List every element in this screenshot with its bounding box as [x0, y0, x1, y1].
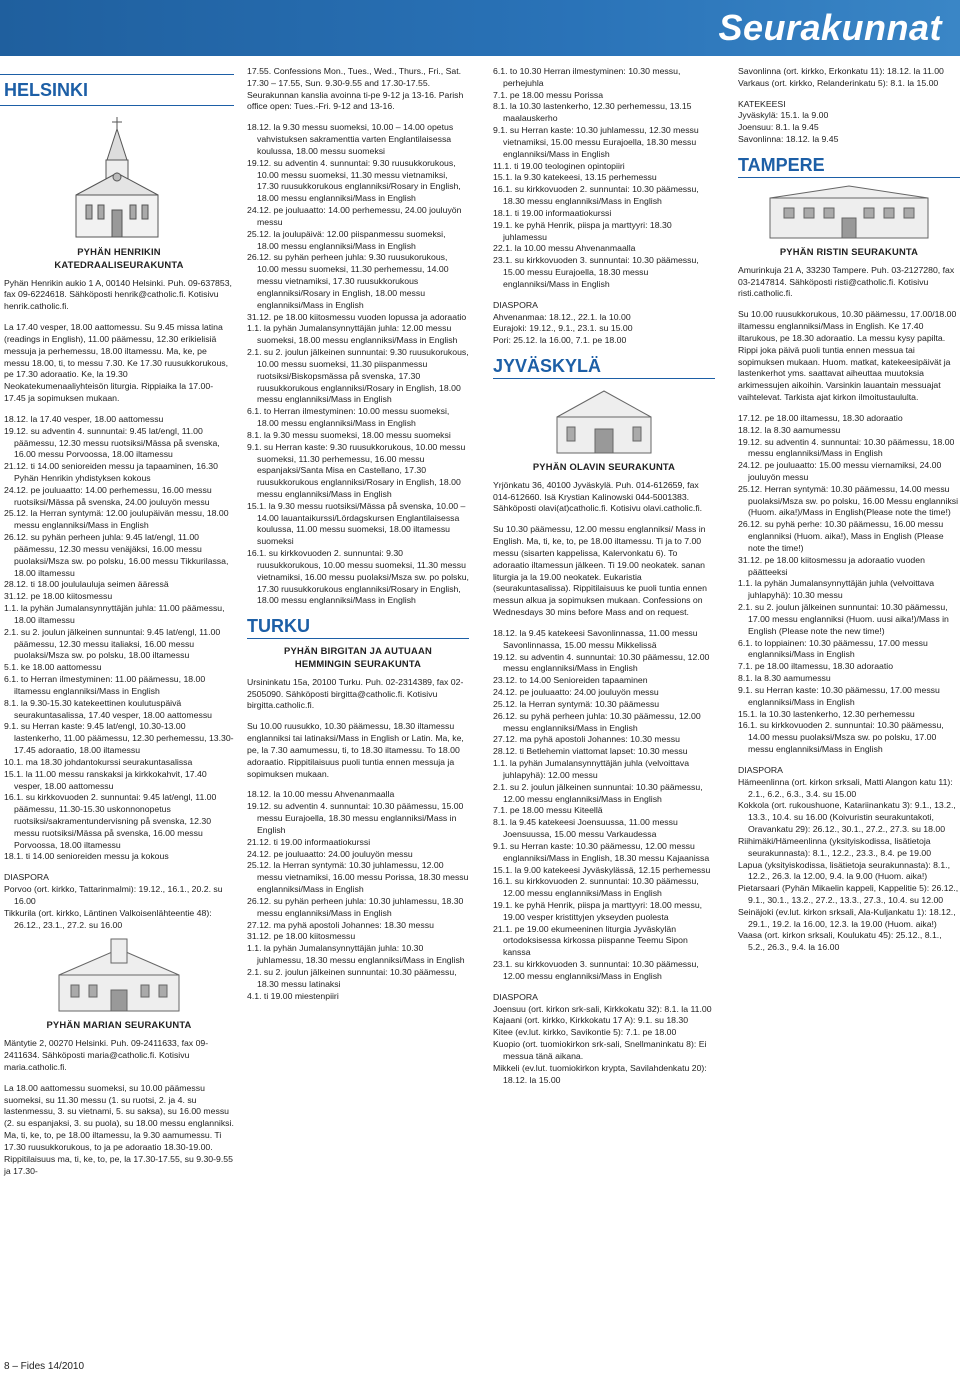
diaspora-item: Savonlinna (ort. kirkko, Erkonkatu 11): 18.12. la 11.00 — [738, 66, 944, 76]
schedule-item: 26.12. su pyhän perheen juhla: 10.30 juhlamessu, 18.30 messu englanniksi/Mass in English — [247, 895, 464, 918]
cathedral-illustration — [0, 110, 234, 240]
schedule-item: 23.1. su kirkkovuoden 3. sunnuntai: 10.30 päämessu, 12.00 messu englanniksi/Mass in English — [493, 959, 699, 981]
schedule-item: 18.12. la 17.40 vesper, 18.00 aattomessu — [4, 413, 164, 424]
schedule-item: 31.12. pe 18.00 kiitosmessu vuoden lopussa ja adoraatio — [247, 311, 467, 322]
regular-services-turku: Su 10.00 ruusukko, 10.30 päämessu, 18.30 iltamessu englanniksi tai latinaksi/Mass in English or Latin. Ma, ke, pe, la 7.30 aamumessu, ti, to 18.30 iltamessu. To 18.00 adoraatio. Rippitilaisuus puoli tuntia ennen messuja ja sopimuksen mukaan. — [247, 721, 464, 779]
schedule-item: 18.1. ti 19.00 informaatiokurssi — [493, 207, 612, 218]
parish-name-turku: PYHÄN BIRGITAN JA AUTUAAN HEMMINGIN SEURAKUNTA — [284, 645, 432, 670]
schedule-item: 9.1. su Herran kaste: 10.30 päämessu, 12.00 messu englanniksi/Mass in English, 18.30 messu Kajaanissa — [493, 840, 710, 863]
schedule-item: 4.1. ti 19.00 miestenpiiri — [247, 990, 339, 1001]
schedule-item: 24.12. pe jouluaatto: 24.00 jouluyön messu — [247, 848, 413, 859]
schedule-item: 7.1. pe 18.00 messu Kiteellä — [493, 805, 603, 816]
diaspora-heading: DIASPORA — [493, 299, 538, 310]
katekeesi-heading: KATEKEESI — [738, 98, 786, 109]
parish-name-risti: PYHÄN RISTIN SEURAKUNTA — [779, 245, 919, 257]
parish-name: PYHÄN HENRIKIN KATEDRAALISEURAKUNTA — [54, 246, 184, 270]
page-footer: 8 – Fides 14/2010 — [4, 1361, 85, 1372]
schedule-item: 31.12. pe 18.00 kiitosmessu — [247, 931, 356, 942]
schedule-item: 19.12. su adventin 4. sunnuntai: 10.30 päämessu, 15.00 messu Eurajoella, 18.30 messu englanniksi/Mass in English — [247, 801, 464, 835]
schedule-item: 19.12. su adventin 4. sunnuntai: 10.30 päämessu, 18.00 messu englanniksi/Mass in English — [738, 436, 955, 459]
regular-services-olav: Su 10.30 päämessu, 12.00 messu englanniksi/ Mass in English. Ma, ti, ke, to, pe 18.00 iltamessu. Ti ja to 7.00 messu (sisarten kappelissa, Kalervonkatu 6). To adoraatio iltamessun jälkeen. Ti 19.00 neokatek. sanan liturgia ja la 19.00 neokatek. Eukaristia (seurakuntasalissa). Rippitilaisuus ke puoli tuntia ennen messun alkua ja sopimuksen mukaan. Confessions on Wednesdays 30 mins before Mass and on request. — [493, 524, 707, 618]
schedule-item: 8.1. la 9.45 katekeesi Joensuussa, 11.00 messu Joensuussa, 15.00 messu Varkaudessa — [493, 817, 678, 840]
city-heading-turku: TURKU — [247, 617, 469, 639]
schedule-list — [493, 66, 715, 347]
diaspora-item: Pietarsaari (Pyhän Mikaelin kappeli, Kappelitie 5): 26.12., 9.1., 30.1., 13.2., 27.2., 13.3., 27.3., 10.4. su 12.00 — [738, 883, 959, 905]
church-building-icon — [764, 182, 934, 240]
katekeesi-item: Jyväskylä: 15.1. la 9.00 — [738, 110, 829, 121]
schedule-item: 28.12. ti 18.00 joululauluja seimen ääressä — [4, 579, 169, 590]
diaspora-item: Lapua (yksityiskodissa, lisätietoja seurakunnasta): 8.1., 12.2., 26.3. la 12.00, 9.4. la 9.00 (Huom. aika!) — [738, 859, 950, 882]
schedule-item: 8.1. la 9.30-15.30 katekeettinen koulutuspäivä seurakuntasalissa, 17.40 vesper, 18.00 aattomessu — [4, 697, 213, 720]
schedule-item: 19.1. ke pyhä Henrik, piispa ja marttyyri: 18.30 juhlamessu — [493, 219, 672, 242]
schedule-item: 26.12. su pyhä perhe: 10.30 päämessu, 16.00 messu englanniksi (Huom. aika!), Mass in English (Please note the time!) — [738, 519, 944, 553]
church-illustration-maria — [4, 931, 234, 1013]
schedule-item: 19.12. su adventin 4. sunnuntai: 9.30 ruusukkorukous, 10.00 messu suomeksi, 11.30 messu vietnamiksi, 17.30 ruusukkorukous englanniksi/Rosary in English, 18.00 messu englanniksi/Mass in English — [247, 157, 461, 204]
schedule-item: 9.1. su Herran kaste: 10.30 juhlamessu, 12.30 messu vietnamiksi, 15.00 messu Eurajoella, 18.30 messu englanniksi/Mass in English — [493, 125, 699, 159]
schedule-item: 7.1. pe 18.00 iltamessu, 18.30 adoraatio — [738, 661, 894, 672]
schedule-item: 18.12. la 9.45 katekeesi Savonlinnassa, 11.00 messu Savonlinnassa, 15.00 messu Mikkelissä — [493, 627, 698, 650]
church-illustration-olav — [493, 379, 715, 455]
parish-contact-olav: Yrjönkatu 36, 40100 Jyväskylä. Puh. 014-612659, fax 014-612660. Isä Krystian Kalinowski 044-5001383. Sähköposti olavi(at)catholic.fi. Kotisivu olavi.catholic.fi. — [493, 479, 703, 514]
parish-contact: Pyhän Henrikin aukio 1 A, 00140 Helsinki. Puh. 09-637853, fax 09-6224618. Sähköposti henrik@catholic.fi. Kotisivu henrik.catholic.fi. — [4, 277, 232, 312]
schedule-item: 9.1. su Herran kaste: 9.30 ruusukkorukous, 10.00 messu suomeksi, 11.30 perhemessu, 16.00 messu espanjaksi/Santa Misa en Castellano, 17.30 ruusukkorukous englanniksi/Rosary in English, 18.00 messu englanniksi/Mass in English — [247, 441, 466, 499]
schedule-item: 27.12. ma pyhä apostoli Johannes: 18.30 messu — [247, 919, 434, 930]
schedule-item: 31.12. pe 18.00 kiitosmessu ja adoraatio vuoden päätteeksi — [738, 554, 925, 577]
schedule-list — [247, 122, 469, 607]
diaspora-item: Pori: 25.12. la 16.00, 7.1. pe 18.00 — [493, 335, 627, 346]
schedule-item: 16.1. su kirkkovuoden 2. sunnuntai: 9.30 ruusukkorukous, 10.00 messu suomeksi, 11.30 messu vietnamiksi, 16.00 messu puolaksi/Msza sw. po polsku, 17.30 ruusukkorukous englanniksi/Rosary in English, 18.00 messu englanniksi/Mass in English — [247, 548, 469, 606]
parish-contact-turku: Ursininkatu 15a, 20100 Turku. Puh. 02-2314389, fax 02-2505090. Sähköposti birgitta@catholic.fi. Kotisivu birgitta.catholic.fi. — [247, 676, 464, 711]
schedule-item: 8.1. la 10.30 lastenkerho, 12.30 perhemessu, 13.15 maalauskerho — [493, 101, 692, 124]
schedule-item: 2.1. su 2. joulun jälkeinen sunnuntai: 10.30 päämessu, 18.30 messu latinaksi — [247, 966, 457, 989]
schedule-item: 22.1. la 10.00 messu Ahvenanmaalla — [493, 243, 636, 254]
schedule-item: 23.1. su kirkkovuoden 3. sunnuntai: 10.30 päämessu, 15.00 messu Eurajoella, 18.30 messu englanniksi/Mass in English — [493, 255, 699, 289]
schedule-item: 16.1. su kirkkovuoden 2. sunnuntai: 10.30 päämessu, 12.00 messu englanniksi/Mass in English — [493, 876, 699, 899]
diaspora-item: Tikkurila (ort. kirkko, Läntinen Valkoisenlähteentie 48): 26.12., 23.1., 27.2. su 16.00 — [4, 907, 212, 930]
column-turku-jyvaskyla — [493, 66, 715, 1086]
schedule-item: 24.12. pe jouluaatto: 14.00 perhemessu, 16.00 messu ruotsiksi/Mässa på svenska, 24.00 jouluyön messu — [4, 484, 212, 507]
column-helsinki — [0, 74, 234, 1186]
city-heading-helsinki: HELSINKI — [0, 74, 234, 106]
schedule-list-tampere — [738, 413, 960, 954]
schedule-item: 2.1. su 2. joulun jälkeinen sunnuntai: 10.30 päämessu, 12.00 messu englanniksi/Mass in English — [493, 781, 703, 804]
schedule-item: 25.12. Herran syntymä: 10.30 päämessu, 14.00 messu puolaksi/Msza sw. po polsku, 16.00 Messu englanniksi (Huom. aika!)/Mass in English(Please note the time!) — [738, 483, 959, 518]
church-building-icon — [549, 383, 659, 455]
diaspora-item: Varkaus (ort. kirkko, Relanderinkatu 5): 8.1. la 15.00 — [738, 77, 939, 88]
schedule-item: 25.12. la joulupäivä: 12.00 piispanmessu suomeksi, 18.00 messu englanniksi/Mass in English — [247, 228, 446, 251]
schedule-item: 15.1. la 11.00 messu ranskaksi ja kirkkokahvit, 17.40 vesper, 18.00 aattomessu — [4, 768, 207, 791]
schedule-item: 27.12. ma pyhä apostoli Johannes: 10.30 messu — [493, 734, 680, 745]
column-tampere — [738, 66, 960, 954]
header-banner — [0, 0, 960, 56]
schedule-item: 26.12. su pyhän perheen juhla: 9.45 lat/engl, 11.00 päämessu, 12.30 messu venäjäksi, 16.00 messu puolaksi/Msza sw. po polsku, 16.00 messu Tikkurilassa, 18.00 iltamessu — [4, 532, 229, 578]
diaspora-item: Joensuu (ort. kirkon srk-sali, Kirkkokatu 32): 8.1. la 11.00 — [493, 1003, 712, 1014]
schedule-item: 25.12. la Herran syntymä: 12.00 joulupäivän messu, 18.00 messu englanniksi/Mass in English — [4, 508, 229, 531]
diaspora-item: Kokkola (ort. rukoushuone, Katariinankatu 3): 9.1., 13.2., 13.3., 10.4. su 16.00 (Koivuristin seurakuntakoti, Oravankatu 29): 26.12., 30.1., 27.2., 27.3. su 18.00 — [738, 800, 956, 835]
schedule-item: 19.12. su adventin 4. sunnuntai: 9.45 lat/engl, 11.00 päämessu, 12.30 messu ruotsiksi/Mässa på svenska, 16.00 messu Porvoossa, 18.00 iltamessu — [4, 425, 220, 460]
diaspora-item: Ahvenanmaa: 18.12., 22.1. la 10.00 — [493, 311, 631, 322]
schedule-item: 7.1. pe 18.00 messu Porissa — [493, 89, 604, 100]
parish-name-olav: PYHÄN OLAVIN SEURAKUNTA — [532, 461, 676, 473]
regular-services-risti: Su 10.00 ruusukkorukous, 10.30 päämessu, 17.00/18.00 iltamessu englanniksi/Mass in English. Ke 17.40 iltarukous, pe 18.30 adoraatio. La messu kysy papilta. Rippi joka päivä puoli tuntia ennen messua tai sopimuksen mukaan. Huom. matkat, katekeesipäivät ja lastenkerhot yms. saattavat aiheuttaa muutoksia arkimessujen aikoihin. Varsinkin lauantain messuajat vaihtelevat. Tarkista ajat kirkon ilmoitustaululta. — [738, 309, 957, 403]
diaspora-item: Kajaani (ort. kirkko, Kirkkokatu 17 A): 9.1. su 18.30 — [493, 1015, 689, 1026]
katekeesi-item: Joensuu: 8.1. la 9.45 — [738, 122, 819, 133]
schedule-item: 1.1. la pyhän Jumalansynnyttäjän juhla: 10.30 juhlamessu, 18.30 messu englanniksi/Mass in English — [247, 943, 465, 966]
page-title: Seurakunnat — [718, 7, 942, 48]
regular-services-maria: La 18.00 aattomessu suomeksi, su 10.00 päämessu suomeksi, su 11.30 messu (1. su ruotsi, 2. ja 4. su lastenmessu, 3. su vietnami, 5. su saksa), su 16.00 messu (2. su espanjaksi, 3. su puola), su 18.00 messu englanniksi. Ma, ti, ke, to, pe 18.00 iltamessu, la 9.30 aamumessu. Ti 17.30 ruusukkorukous, to ja pe adoraatio 18.30-19.00. Rippitilaisuus ma, ti, ke, to, pe, la 17.30-17.55, su 9.30-9.55 ja 17.30- — [4, 1082, 234, 1176]
parish-contact-maria: Mäntytie 2, 00270 Helsinki. Puh. 09-2411633, fax 09-2411634. Sähköposti maria@catholic.fi. Kotisivu maria.catholic.fi. — [4, 1038, 209, 1072]
schedule-item: 1.1. la pyhän Jumalansynnyttäjän juhla: 11.00 päämessu, 18.00 iltamessu — [4, 603, 225, 625]
schedule-item: 6.1. to Herran ilmestyminen: 10.00 messu suomeksi, 18.00 messu englanniksi/Mass in English — [247, 406, 450, 429]
schedule-item: 1.1. la pyhän Jumalansynnyttäjän juhla (velvoittava juhlapyhä): 10.30 messu — [738, 578, 935, 601]
schedule-item: 8.1. la 9.30 messu suomeksi, 18.00 messu suomeksi — [247, 429, 451, 440]
diaspora-item: Hämeenlinna (ort. kirkon srksali, Matti Alangon katu 11): 2.1., 6.2., 6.3., 3.4. su 15.00 — [738, 776, 953, 799]
schedule-item: 19.1. ke pyhä Henrik, piispa ja marttyyri: 18.00 messu, 19.00 vesper kristittyjen ykseyden puolesta — [493, 899, 703, 922]
schedule-item: 9.1. su Herran kaste: 10.30 päämessu, 17.00 messu englanniksi/Mass in English — [738, 684, 940, 707]
schedule-item: 18.1. ti 14.00 senioreiden messu ja kokous — [4, 851, 169, 862]
schedule-item: 2.1. su 2. joulun jälkeinen sunnuntai: 10.30 päämessu, 17.00 messu englanniksi (Huom. uusi aika!)/Mass in English (Please note the new time!) — [738, 602, 949, 636]
schedule-item: 8.1. la 8.30 aamumessu — [738, 673, 831, 684]
church-building-icon — [49, 935, 189, 1013]
schedule-list-jyvaskyla — [493, 628, 715, 1086]
schedule-item: 25.12. la Herran syntymä: 10.30 päämessu — [493, 698, 660, 709]
schedule-item: 18.12. la 8.30 aamumessu — [738, 424, 841, 435]
regular-services: La 17.40 vesper, 18.00 aattomessu. Su 9.45 missa latina (readings in English), 11.00 päämessu, 12.30 erikielisiä messuja ja perhemessu, 18.00 iltamessu. Ma, ke, pe messu 18.00, ti, to messu 7.30. Ke 17.30 ruusukkorukous, pe 17.30 adoraatio. Ke, la 19.30 Neokatekumenaaliyhteisön liturgia. Rippiaika la 17.00-17.45 ja sopimuksen mukaan. — [4, 322, 229, 404]
diaspora-item: Mikkeli (ev.lut. tuomiokirkon krypta, Savilahdenkatu 20): 18.12. la 15.00 — [493, 1062, 707, 1085]
schedule-item: 2.1. su 2. joulun jälkeinen sunnuntai: 9.30 ruusukorukous, 10.00 messu suomeksi, 11.30 piispanmessu ruotsiksi/Biskopsmässa på svenska, 17.30 ruusukkorukous englanniksi/Rosary in English, 18.00 messu englanniksi/Mass in English — [247, 347, 469, 405]
diaspora-item: Kuopio (ort. tuomiokirkon srk-sali, Snellmaninkatu 8): Ei messua tänä aikana. — [493, 1039, 707, 1061]
diaspora-item: Riihimäki/Hämeenlinna (yksityiskodissa, lisätietoja seurakunnasta): 8.1., 12.2., 23.3., 8.4. pe 19.00 — [738, 835, 932, 858]
schedule-item: 9.1. su Herran kaste: 9.45 lat/engl, 10.30-13.00 lastenkerho, 11.00 päämessu, 12.30 perhemessu, 13.30-17.45 adoraatio, 18.00 iltamessu — [4, 721, 234, 756]
schedule-item: 18.12. la 9.30 messu suomeksi, 10.00 – 14.00 opetus vahvistuksen sakramenttia varten Englantilaisessa koulussa, 18.00 messu suomeksi — [247, 122, 454, 156]
schedule-item: 5.1. ke 18.00 aattomessu — [4, 662, 102, 673]
schedule-item: 1.1. la pyhän Jumalansynnyttäjän juhla (velvoittava juhlapyhä): 12.00 messu — [493, 758, 690, 780]
schedule-item: 23.12. to 14.00 Senioreiden tapaaminen — [493, 675, 648, 686]
column-helsinki-turku — [247, 66, 469, 1002]
schedule-item: 16.1. su kirkkovuoden 2. sunnuntai: 9.45 lat/engl, 11.00 päämessu, 11.30-15.30 uskonnonopetus ruotsiksi/sakramentundervisning på svenska, 12.30 messu ruotsiksi/Mässa på svenska, 16.00 messu Porvoossa, 18.00 iltamessu — [4, 792, 217, 850]
city-heading-tampere: TAMPERE — [738, 156, 960, 178]
schedule-item: 16.1. su kirkkovuoden 2. sunnuntai: 10.30 päämessu, 14.00 messu puolaksi/Msza sw. po polsku, 17.00 messu englanniksi/Mass in English — [738, 720, 944, 755]
schedule-item: 26.12. su pyhän perheen juhla: 9.30 ruusukorukous, 10.00 messu suomeksi, 11.30 perhemessu, 14.00 messu vietnamiksi, 17.30 ruusukkorukous englanniksi/Rosary in English, 18.00 messu englanniksi/Mass in English — [247, 252, 449, 310]
diaspora-item: Kitee (ev.lut. kirkko, Savikontie 5): 7.1. pe 18.00 — [493, 1027, 677, 1038]
schedule-item: 21.12. ti 14.00 senioreiden messu ja tapaaminen, 16.30 Pyhän Henrikin yhdistyksen kokous — [4, 461, 218, 483]
diaspora-heading: DIASPORA — [738, 764, 783, 775]
parish-contact-risti: Amurinkuja 21 A, 33230 Tampere. Puh. 03-2127280, fax 03-2147814. Sähköposti risti@catholic.fi. Kotisivu risti.catholic.fi. — [738, 264, 955, 299]
city-heading-jyvaskyla: JYVÄSKYLÄ — [493, 357, 715, 379]
office-hours: 17.55. Confessions Mon., Tues., Wed., Thurs., Fri., Sat. 17.30 – 17.55, Sun. 9.30-9.55 and 17.30-17.55. Seurakunnan kanslia avoinna ti-pe 9-12 ja 13-16. Parish office open: Tues.-Fri. 9-12 and 13-16. — [247, 66, 464, 112]
schedule-item: 25.12. la Herran syntymä: 10.30 juhlamessu, 12.00 messu vietnamiksi, 16.00 messu Porissa, 18.30 messu englanniksi/Mass in English — [247, 860, 469, 895]
church-illustration-risti — [738, 178, 960, 240]
schedule-item: 31.12. pe 18.00 kiitosmessu — [4, 591, 113, 602]
schedule-item: 15.1. la 9.00 katekeesi Jyväskylässä, 12.15 perhemessu — [493, 864, 711, 875]
schedule-item: 10.1. ma 18.30 johdantokurssi seurakuntasalissa — [4, 756, 193, 767]
schedule-item: 6.1. to 10.30 Herran ilmestyminen: 10.30 messu, perhejuhla — [493, 66, 681, 88]
schedule-item: 26.12. su pyhä perheen juhla: 10.30 päämessu, 12.00 messu englanniksi/Mass in English — [493, 710, 701, 733]
schedule-item: 1.1. la pyhän Jumalansynnyttäjän juhla: 12.00 messu suomeksi, 18.00 messu englanniksi/Mass in English — [247, 323, 458, 346]
schedule-item: 17.12. pe 18.00 iltamessu, 18.30 adoraatio — [738, 412, 903, 423]
schedule-item: 15.1. la 10.30 lastenkerho, 12.30 perhemessu — [738, 708, 915, 719]
diaspora-heading: DIASPORA — [493, 991, 538, 1002]
diaspora-heading: DIASPORA — [4, 872, 49, 883]
diaspora-item: Eurajoki: 19.12., 9.1., 23.1. su 15.00 — [493, 323, 633, 334]
schedule-item: 15.1. la 9.30 messu ruotsiksi/Mässa på svenska, 10.00 – 14.00 lauantaikurssi/Lördagskursen Englantilaisessa koulussa, 11.00 messu suomeksi, 18.00 iltamessu suomeksi — [247, 500, 466, 547]
diaspora-continued — [738, 66, 960, 146]
diaspora-item: Vaasa (ort. kirkon srksali, Koulukatu 45): 25.12., 8.1., 5.2., 26.3., 9.4. la 16.00 — [738, 930, 942, 953]
diaspora-item: Porvoo (ort. kirkko, Tattarinmalmi): 19.12., 16.1., 20.2. su 16.00 — [4, 884, 223, 906]
schedule-item: 16.1. su kirkkovuoden 2. sunnuntai: 10.30 päämessu, 18.30 messu englanniksi/Mass in English — [493, 184, 699, 207]
schedule-list — [4, 414, 234, 932]
church-icon — [62, 115, 172, 240]
schedule-item: 24.12. pe jouluaatto: 24.00 jouluyön messu — [493, 687, 659, 698]
schedule-item: 19.12. su adventin 4. sunnuntai: 10.30 päämessu, 12.00 messu englanniksi/Mass in English — [493, 651, 710, 674]
diaspora-item: Seinäjoki (ev.lut. kirkon srksali, Ala-Kuljankatu 1): 18.12., 29.1., 19.2. la 16.00, 12.3. la 19.00 (Huom. aika!) — [738, 906, 956, 929]
schedule-item: 24.12. pe jouluaatto: 15.00 messu viernamiksi, 24.00 jouluyön messu — [738, 460, 942, 482]
schedule-item: 18.12. la 10.00 messu Ahvenanmaalla — [247, 789, 395, 800]
schedule-item: 11.1. ti 19.00 teologinen opintopiiri — [493, 160, 625, 171]
schedule-item: 24.12. pe jouluaatto: 14.00 perhemessu, 24.00 jouluyön messu — [247, 205, 462, 227]
schedule-item: 21.12. ti 19.00 informaatiokurssi — [247, 836, 371, 847]
schedule-item: 28.12. ti Betlehemin viattomat lapset: 10.30 messu — [493, 746, 688, 757]
schedule-list-turku — [247, 789, 469, 1002]
schedule-item: 6.1. to Herran ilmestyminen: 11.00 päämessu, 18.00 iltamessu englanniksi/Mass in English — [4, 674, 206, 696]
katekeesi-item: Savonlinna: 18.12. la 9.45 — [738, 134, 839, 145]
schedule-item: 15.1. la 9.30 katekeesi, 13.15 perhemessu — [493, 172, 657, 183]
schedule-item: 2.1. su 2. joulun jälkeinen sunnuntai: 9.45 lat/engl, 11.00 päämessu, 12.30 messu italiaksi, 16.00 messu puolaksi/Msza sw. po polsku, 18.00 iltamessu — [4, 626, 221, 661]
schedule-item: 6.1. to loppiainen: 10.30 päämessu, 17.00 messu englanniksi/Mass in English — [738, 637, 928, 660]
parish-name-maria: PYHÄN MARIAN SEURAKUNTA — [46, 1019, 192, 1031]
schedule-item: 21.1. pe 19.00 ekumeeninen liturgia Jyväskylän ortodoksisessa kirkossa piispanne Teemu Sipon kanssa — [493, 923, 688, 958]
